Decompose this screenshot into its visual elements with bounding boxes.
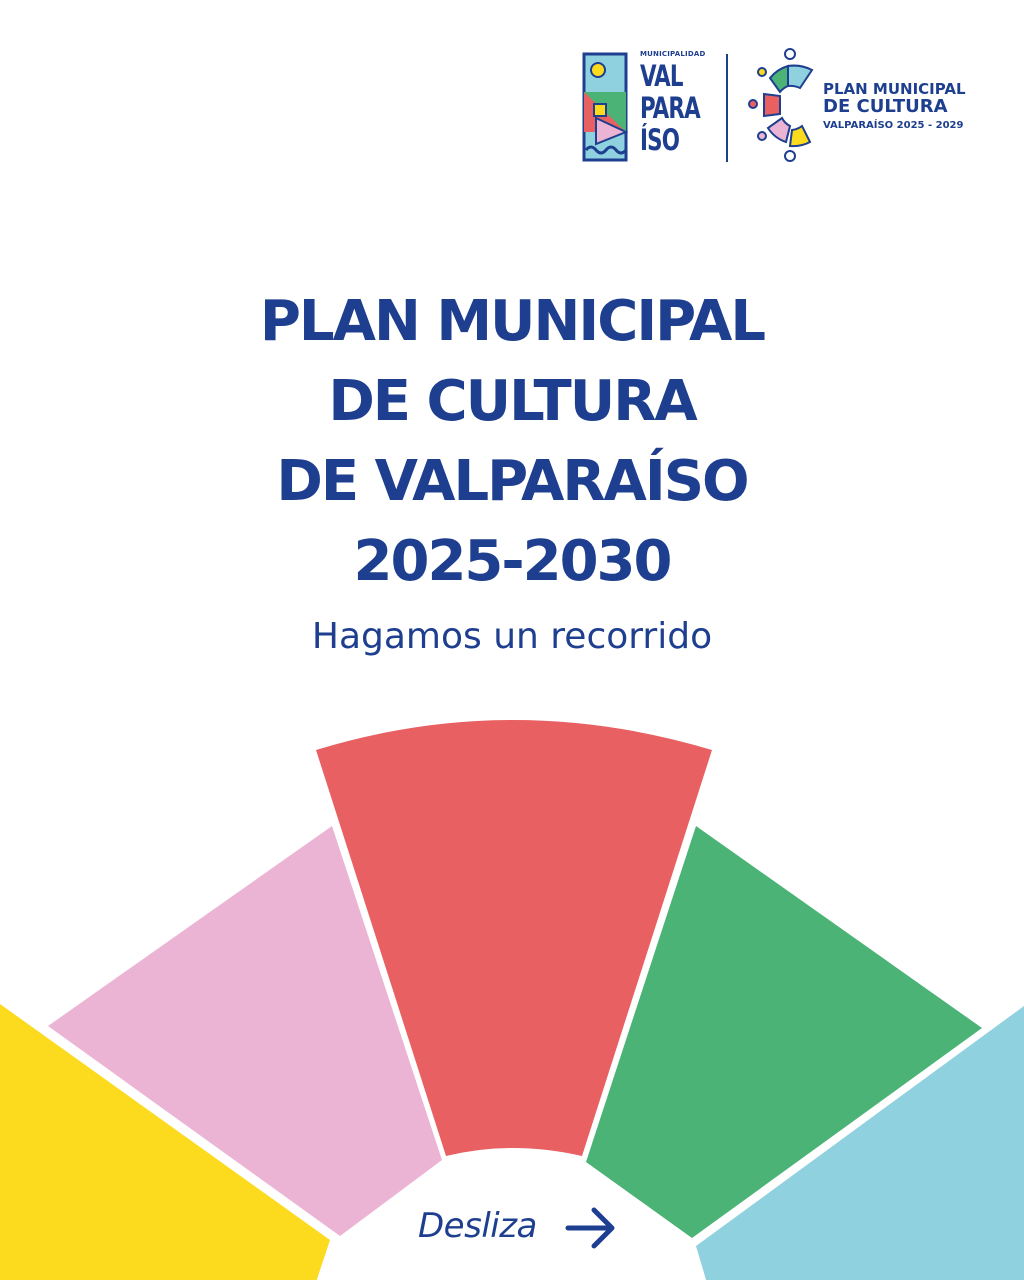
municipalidad-label: MUNICIPALIDAD [640,50,706,58]
arrow-right-icon [564,1204,620,1252]
title-line-4: 2025-2030 [353,529,671,594]
title-line-2: DE CULTURA [328,369,696,434]
swipe-label: Desliza [418,1206,537,1246]
para-word: PARA [640,91,700,125]
iso-word: ÍSO [640,123,680,157]
val-word: VAL [640,59,683,93]
plan-logo-line2: DE CULTURA [823,96,948,117]
plan-logo-line3: VALPARAÍSO 2025 - 2029 [823,120,964,131]
plan-logo-line1: PLAN MUNICIPAL [823,80,966,98]
title-line-3: DE VALPARAÍSO [276,449,748,514]
swipe-cta[interactable] [412,1198,632,1258]
subtitle: Hagamos un recorrido [311,616,713,657]
title-line-1: PLAN MUNICIPAL [259,289,765,354]
